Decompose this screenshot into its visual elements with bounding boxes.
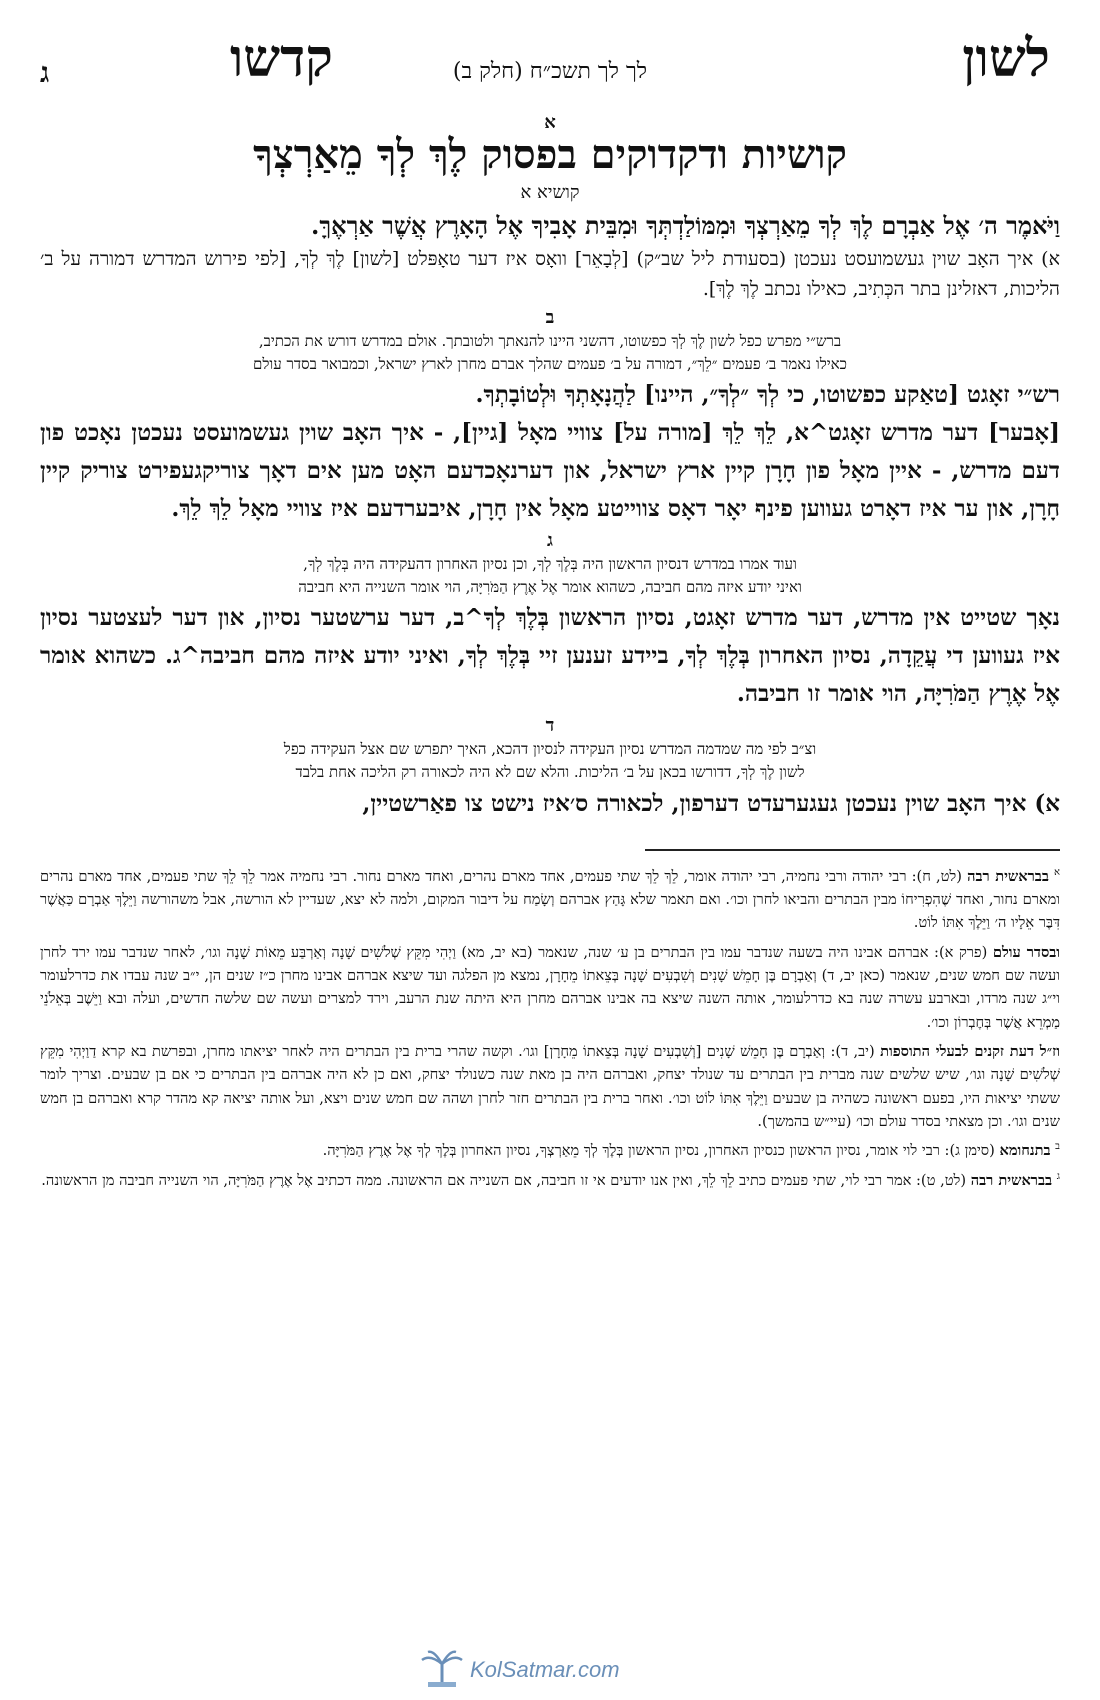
footnote-source: בבראשית רבה [970,1171,1053,1189]
section-letter-b: ב [545,306,555,328]
paragraph-g: נאָך שטייט אין מדרש, דער מדרש זאָגט, נסיון הראשון בְּלֶךְ לְךָ^ב, דער ערשטער נסיון, און דער לעצטער נסיון איז געווען די עֲקֵדָה, נסיון האחרון בְּלֶךְ לְךָ, ביידע זענען זיי בְּלֶךְ לְךָ, ואיני יודע איזה מהם חביבה^ג. כשהוא אומר אֶל אֶרֶץ הַמֹּרִיָּה, הוי אומר זו חביבה. [40,604,1060,708]
footnote-separator [645,849,1060,851]
section-letter-g: ג [547,529,553,551]
watermark-text: KolSatmar.com [470,1657,620,1682]
footnote-source: וז״ל דעת זקנים לבעלי התוספות [880,1042,1060,1060]
paragraph-d: א) איך האָב שוין נעכטן געגערעדט דערפון, לכאורה ס׳איז נישט צו פאַרשטיין, [362,789,1060,817]
footnote [40,1169,1060,1192]
section-title: קושיות ודקדוקים בפסוק לֶךְ לְךָ מֵאַרְצְךָ [253,131,847,178]
section-letter-d: ד [545,715,555,737]
footnotes [40,865,1060,1192]
footnote-text: (יב, ד): וְאַבְרָם בֶּן חָמֵשׁ שָׁנִים [וְשִׁבְעִים שָׁנָה בְּצֵאתוֹ מֵחָרָן] וגו׳. וקשה שהרי ברית בין הבתרים היה לאחר יציאתו מחרן, ובפרשת בא קרא דַוַיְהִי מִקֵּץ שְׁלשִׁים שָׁנָה וגו׳, שיש שלשים שנה מברית בין הבתרים עד שנולד יצחק, ואברהם היה בן מאת שנה כשנולד יצחק, ואם כן לא היה אברהם בין הבתרים כי אם בן שבעים. וצריך לומר ששתי יציאות היו, בפעם ראשונה כשהיה בן שבעים וַיֵּלֶךְ אִתּוֹ לוֹט וכו׳. ואחר ברית בין הבתרים חזר לחרן ושהה שם חמש שנים ויצא, ועל אותה יציאה קא מהדר קרא ואברהם בן חמש שנים וגו׳. וכן מצאתי בסדר עולם וכו׳ (עיי״ש בהמשך). [40,1042,1060,1131]
footnote-source: בבראשית רבה [967,867,1049,885]
summary-line: וצ״ב לפי מה שמדמה המדרש נסיון העקידה לנסיון דהכא, האיך יתפרש שם אצל העקידה כפל [283,740,817,759]
paragraph-b: [אָבער] דער מדרש זאָגט^א, לֵךְ לֵךְ [מורה על] צוויי מאָל [גיין], - איך האָב שוין געשמועסט נעכטן נאָכט פון דעם מדרש, - איין מאָל פון חָרָן קיין ארץ ישראל, און דערנאָכדעם האָט מען אים דאָך צוריקגעפירט צוריק קיין חָרָן, און ער איז דאָרט געווען פינף יאָר דאָס צווייטע מאָל אין חָרָן, איבערדעם איז צוויי מאָל לֵךְ לֵךְ. [40,419,1060,522]
summary-line: ברש״י מפרש כפל לשון לֶךְ לְךָ כפשוטו, דהשני היינו להנאתך ולטובתך. אולם במדרש דורש את הכתיב, [258,331,842,350]
footnote-text: (סימן ג): רבי לוי אומר, נסיון הראשון כנסיון האחרון, נסיון הראשון בְּלֶךְ לְךָ מֵאַרְצְךָ, נסיון האחרון בְּלֶךְ לְךָ אֶל אֶרֶץ הַמֹּרִיָּה. [322,1142,995,1160]
section-subtitle: קושיא א [520,182,580,203]
verse-text: וַיֹּאמֶר ה׳ אֶל אַבְרָם לֶךְ לְךָ מֵאַרְצְךָ וּמִמּוֹלַדְתְּךָ וּמִבֵּית אָבִיךָ אֶל הָאָרֶץ אֲשֶׁר אַרְאֶךָּ. [311,211,1060,240]
footnote [40,941,1060,1034]
footnote [40,1139,1060,1162]
footnote-mark: ג [1056,1170,1060,1182]
footnote [40,1040,1060,1133]
watermark [420,1648,620,1692]
document-page [40,20,1060,1690]
paragraph-a: א) איך האָב שוין געשמועסט נעכטן (בסעודת ליל שב״ק) [לְבָאֵר] וואָס איז דער טאָפּלט [לשון] לֶךְ לְךָ, [לפי פירוש המדרש דמורה על ב׳ הליכות, דאזלינן בתר הכְּתִיב, כאילו נכתב לֶךְ לֶךְ]. [40,247,1060,301]
footnote-mark: ב [1055,1141,1060,1153]
page-number: ג [40,56,50,89]
header-lashon: לשון [962,28,1050,89]
footnote-source: בתנחומא [999,1142,1051,1160]
footnote-text: (לט, ח): רבי יהודה ורבי נחמיה, רבי יהודה אומר, לֵךְ לֵךְ שתי פעמים, אחד מארם נהרים, ואחד מארם נחור. רבי נחמיה אמר לֵךְ לֵךְ שתי פעמים, אחד מארם נהרים ומארם נחור, ואחד שֶׁהִפְרִיחוֹ מבין הבתרים והביאו לחרן וכו׳. ואם תאמר שלא גָּהַץ אברהם וְשָׂמַח על דיבור המקום, ולמה לא יצא, שעדיין לא הורשה, אבל משהורשה וַיֵּלֶךְ אַבְרָם כַּאֲשֶׁר דִּבֶּר אֵלָיו ה׳ וַיֵּלֶךְ אִתּוֹ לוֹט. [40,867,1060,932]
footnote-text: (פרק א): אברהם אבינו היה בשעה שנדבר עמו בין הבתרים בן ע׳ שנה, שנאמר (בא יב, מא) וַיְהִי מִקֵּץ שְׁלשִׁים שָׁנָה וְאַרְבַּע מֵאוֹת שָׁנָה וגו׳, לאחר שנדבר עמו ירד לחרן ועשה שם חמש שנים, שנאמר (כאן יב, ד) וְאַבְרָם בֶּן חָמֵשׁ שָׁנִים וְשִׁבְעִים שָׁנָה בְּצֵאתוֹ מֵחָרָן, נמצא מן הפלגה ועד שיצא אברהם אבינו מחרן כ״ז שנים הן, י״ב שנה עבדו את כדרלעומר וי״ג שנה מרדו, ובארבע עשרה שנה בא כדרלעומר, אותה השנה שיצא בה אבינו אברהם מחרן היא היתה שנת הרעב, וירד למצרים ועשה שם שלשה חדשים, ועלה ובא וַיֵּשֶׁב בְּאֵלֹנֵי מַמְרֵא אֲשֶׁר בְּחֶבְרוֹן וכו׳. [40,943,1060,1031]
footnote-source: ובסדר עולם [992,943,1061,961]
palm-tree-logo-icon [420,1648,464,1692]
footnote-text: (לט, ט): אמר רבי לוי, שתי פעמים כתיב לֵךְ לֵךְ, ואין אנו יודעים אי זו חביבה, אם השנייה אם הראשונה. ממה דכתיב אֶל אֶרֶץ הַמֹּרִיָּה, הוי השנייה חביבה מן הראשונה. [41,1171,967,1189]
summary-line: ועוד אמרו במדרש דנסיון הראשון היה בְּלֶךְ לְךָ, וכן נסיון האחרון דהעקידה היה בְּלֶךְ לְךָ, [303,554,797,573]
footnote [40,865,1060,935]
summary-line: כאילו נאמר ב׳ פעמים ״לֵךְ״, דמורה על ב׳ פעמים שהלך אברם מחרן לארץ ישראל, וכמבואר בסדר עולם [252,354,847,373]
header-kodsho: קדשו [230,28,333,89]
header-parsha: לך לך תשכ״ח (חלק ב) [452,59,648,84]
section-letter-a: א [544,112,556,133]
footnote-mark: א [1053,866,1060,878]
summary-line: לשון לֶךְ לְךָ, דדורשו בכאן על ב׳ הליכות. והלא שם לא היה לכאורה רק הליכה אחת בלבד [295,763,805,782]
summary-line: ואיני יודע איזה מהם חביבה, כשהוא אומר אֶל אֶרֶץ הַמֹּרִיָּה, הוי אומר השנייה היא חביבה [298,578,802,597]
page-header [40,20,1060,110]
rashi-line: רש״י זאָגט [טאַקע כפשוטו, כי לְךָ ״לְךָ״, היינו] לַהֲנָאָתְךָ וּלְטוֹבָתְךָ. [475,381,1060,409]
